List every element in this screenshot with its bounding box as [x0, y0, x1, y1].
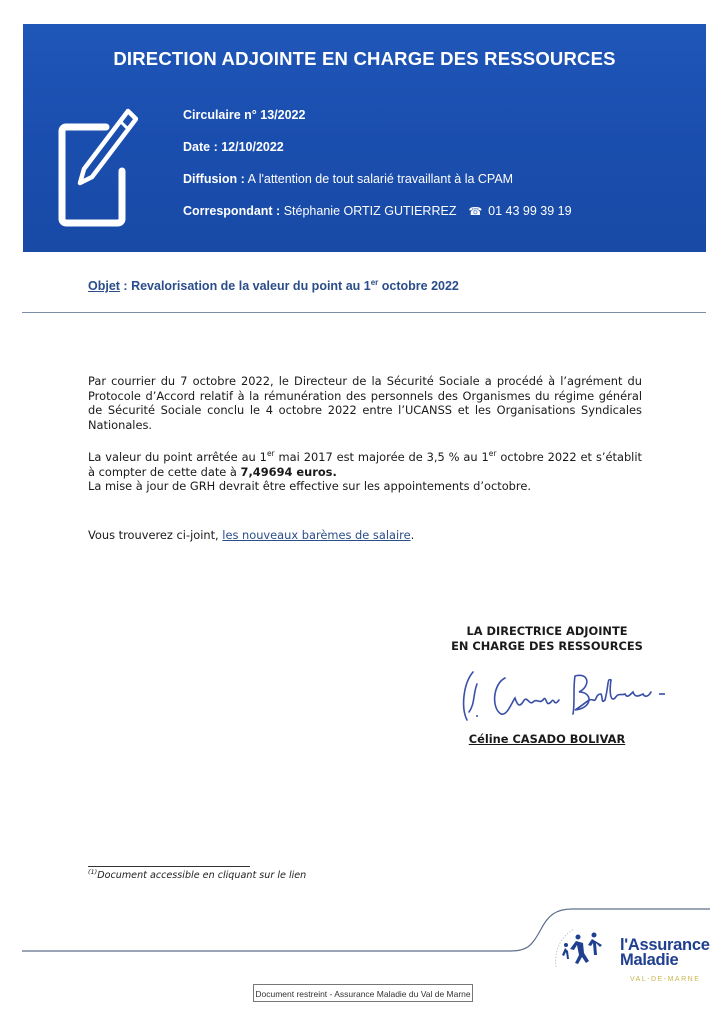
footnote [88, 868, 306, 881]
subject-sup: er [370, 278, 379, 287]
paragraph-valeur-point [88, 450, 642, 494]
footnote-text: Document accessible en cliquant sur le lien [97, 870, 307, 882]
subject-separator: : [119, 279, 132, 294]
text: La mise à jour de GRH devrait être effective sur les appointements d’octobre. [88, 479, 531, 494]
logo-line1: l'Assurance [620, 936, 710, 954]
signatory-name [420, 732, 674, 746]
logo-wordmark [620, 938, 710, 968]
footnote-rule [88, 866, 250, 867]
circulaire-label: Circulaire n° 13/2022 [183, 108, 306, 122]
correspondant-name: Stéphanie ORTIZ GUTIERREZ [283, 204, 457, 218]
paragraph-attachment [88, 528, 642, 543]
department-title: DIRECTION ADJOINTE EN CHARGE DES RESSOURCES [113, 48, 616, 69]
text: mai 2017 est majorée de 3,5 % au 1 [274, 450, 489, 464]
sup: er [488, 449, 497, 459]
text: La valeur du point arrêtée au 1 [88, 450, 267, 464]
date-label: Date : 12/10/2022 [183, 140, 284, 154]
signatory-name-text: Céline CASADO BOLIVAR [468, 732, 626, 746]
salary-scales-link[interactable]: les nouveaux barèmes de salaire [222, 528, 411, 542]
signatory-title [420, 624, 674, 654]
edit-document-icon [58, 107, 138, 227]
subject-text: Revalorisation de la valeur du point au 1 [131, 279, 371, 294]
header-banner [23, 24, 706, 252]
handwritten-signature [455, 664, 680, 726]
sup: er [266, 449, 275, 459]
text: . [410, 528, 415, 542]
point-value-amount: 7,49694 euros. [240, 464, 337, 479]
subject-text-end: octobre 2022 [378, 279, 459, 294]
signatory-title-line1: LA DIRECTRICE ADJOINTE [466, 624, 628, 638]
logo-line2: Maladie [620, 951, 679, 969]
text: Vous trouverez ci-joint, [88, 528, 223, 542]
correspondant [183, 204, 572, 218]
phone-icon: ☎ [468, 206, 483, 218]
circulaire-number [183, 108, 305, 122]
diffusion-value: A l'attention de tout salarié travaillant à la CPAM [247, 172, 514, 186]
diffusion [183, 172, 513, 186]
subject-label: Objet [88, 279, 120, 294]
footnote-marker: (1) [88, 868, 98, 876]
text: octobre 2022 et s’établit à compter de cette date à [88, 450, 642, 479]
restricted-document-notice: Document restreint - Assurance Maladie du Val de Marne [253, 984, 473, 1002]
circulaire-date [183, 140, 284, 154]
diffusion-label: Diffusion : [183, 172, 245, 186]
phone-number: 01 43 99 39 19 [488, 204, 572, 218]
paragraph-agrement: Par courrier du 7 octobre 2022, le Directeur de la Sécurité Sociale a procédé à l’agrément du Protocole d’Accord relatif à la rémunération des personnels des Organismes du régime général de Sécurité Sociale conclu le 4 octobre 2022 entre l’UCANSS et les Organisations Syndicales Nationales. [88, 374, 642, 432]
subject-line [88, 278, 459, 293]
correspondant-label: Correspondant : [183, 204, 281, 218]
divider [22, 312, 706, 313]
signatory-title-line2: EN CHARGE DES RESSOURCES [451, 639, 643, 653]
logo-subtitle: VAL-DE-MARNE [630, 976, 701, 983]
